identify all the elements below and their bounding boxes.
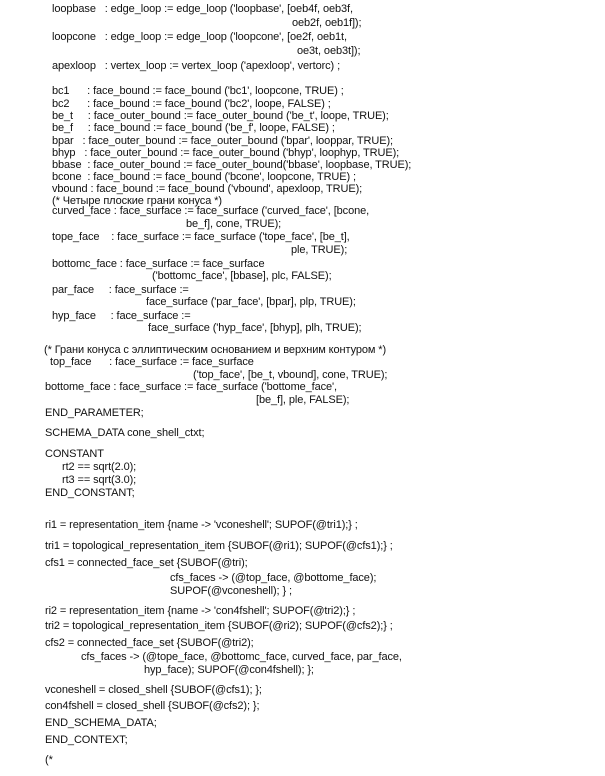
code-line: SCHEMA_DATA cone_shell_ctxt;: [45, 427, 205, 439]
code-line: END_PARAMETER;: [45, 407, 144, 419]
code-line: tope_face : face_surface := face_surface ('tope_face', [be_t],: [52, 231, 350, 243]
code-line: loopcone : edge_loop := edge_loop ('loopcone', [oe2f, oeb1t,: [52, 31, 347, 43]
code-line: be_f], cone, TRUE);: [186, 218, 282, 230]
code-line: bc1 : face_bound := face_bound ('bc1', loopcone, TRUE) ;: [52, 85, 344, 97]
code-line: bottome_face : face_surface := face_surface ('bottome_face',: [45, 381, 338, 393]
code-line: tri1 = topological_representation_item {SUBOF(@ri1); SUPOF(@cfs1);} ;: [45, 540, 393, 552]
code-line: top_face : face_surface := face_surface: [50, 356, 254, 368]
code-line: ple, TRUE);: [291, 244, 348, 256]
code-line: be_f : face_bound := face_bound ('be_f', loope, FALSE) ;: [52, 122, 335, 134]
code-line: oeb2f, oeb1f]);: [292, 17, 362, 29]
code-line: oe3t, oeb3t]);: [297, 45, 361, 57]
code-line: ('bottomc_face', [bbase], plc, FALSE);: [152, 270, 332, 282]
code-line: apexloop : vertex_loop := vertex_loop ('apexloop', vertorc) ;: [52, 60, 341, 72]
code-line: END_CONSTANT;: [45, 487, 135, 499]
code-line: cfs2 = connected_face_set {SUBOF(@tri2);: [45, 637, 254, 649]
code-line: vbound : face_bound := face_bound ('vbound', apexloop, TRUE);: [52, 183, 363, 195]
code-line: bcone : face_bound := face_bound ('bcone', loopcone, TRUE) ;: [52, 171, 356, 183]
code-line: END_CONTEXT;: [45, 734, 128, 746]
code-line: SUPOF(@vconeshell); } ;: [170, 585, 292, 597]
code-line: ri2 = representation_item {name -> 'con4fshell'; SUPOF(@tri2);} ;: [45, 605, 356, 617]
code-line: curved_face : face_surface := face_surface ('curved_face', [bcone,: [52, 205, 370, 217]
code-line: bbase : face_outer_bound := face_outer_bound('bbase', loopbase, TRUE);: [52, 159, 412, 171]
code-line: tri2 = topological_representation_item {SUBOF(@ri2); SUPOF(@cfs2);} ;: [45, 620, 393, 632]
code-line: be_t : face_outer_bound := face_outer_bound ('be_t', loope, TRUE);: [52, 110, 389, 122]
code-line: cfs1 = connected_face_set {SUBOF(@tri);: [45, 557, 248, 569]
comment-line: (* Четыре плоские грани конуса *): [52, 195, 222, 207]
code-line: con4fshell = closed_shell {SUBOF(@cfs2); };: [45, 700, 260, 712]
code-line: END_SCHEMA_DATA;: [45, 717, 157, 729]
code-line: bpar : face_outer_bound := face_outer_bound ('bpar', looppar, TRUE);: [52, 135, 393, 147]
code-line: ri1 = representation_item {name -> 'vconeshell'; SUPOF(@tri1);} ;: [45, 519, 358, 531]
code-line: cfs_faces -> (@tope_face, @bottomc_face, curved_face, par_face,: [81, 651, 402, 663]
code-line: CONSTANT: [45, 448, 104, 460]
code-line: bottomc_face : face_surface := face_surface: [52, 258, 265, 270]
code-line: [be_f], ple, FALSE);: [256, 394, 350, 406]
code-line: face_surface ('hyp_face', [bhyp], plh, TRUE);: [148, 322, 362, 334]
code-line: rt2 == sqrt(2.0);: [62, 461, 137, 473]
code-line: ('top_face', [be_t, vbound], cone, TRUE);: [193, 369, 388, 381]
code-line: cfs_faces -> (@top_face, @bottome_face);: [170, 572, 377, 584]
code-line: par_face : face_surface :=: [52, 284, 189, 296]
code-line: loopbase : edge_loop := edge_loop ('loopbase', [oeb4f, oeb3f,: [52, 3, 353, 15]
code-line: rt3 == sqrt(3.0);: [62, 474, 137, 486]
code-line: bhyp : face_outer_bound := face_outer_bound ('bhyp', loophyp, TRUE);: [52, 147, 400, 159]
code-line: bc2 : face_bound := face_bound ('bc2', loope, FALSE) ;: [52, 98, 331, 110]
comment-line: (* Грани конуса с эллиптическим основанием и верхним контуром *): [44, 344, 387, 356]
code-line: hyp_face); SUPOF(@con4fshell); };: [144, 664, 314, 676]
code-line: face_surface ('par_face', [bpar], plp, TRUE);: [146, 296, 356, 308]
code-line: hyp_face : face_surface :=: [52, 310, 191, 322]
code-line: vconeshell = closed_shell {SUBOF(@cfs1); };: [45, 684, 262, 696]
code-line: (*: [45, 754, 53, 766]
